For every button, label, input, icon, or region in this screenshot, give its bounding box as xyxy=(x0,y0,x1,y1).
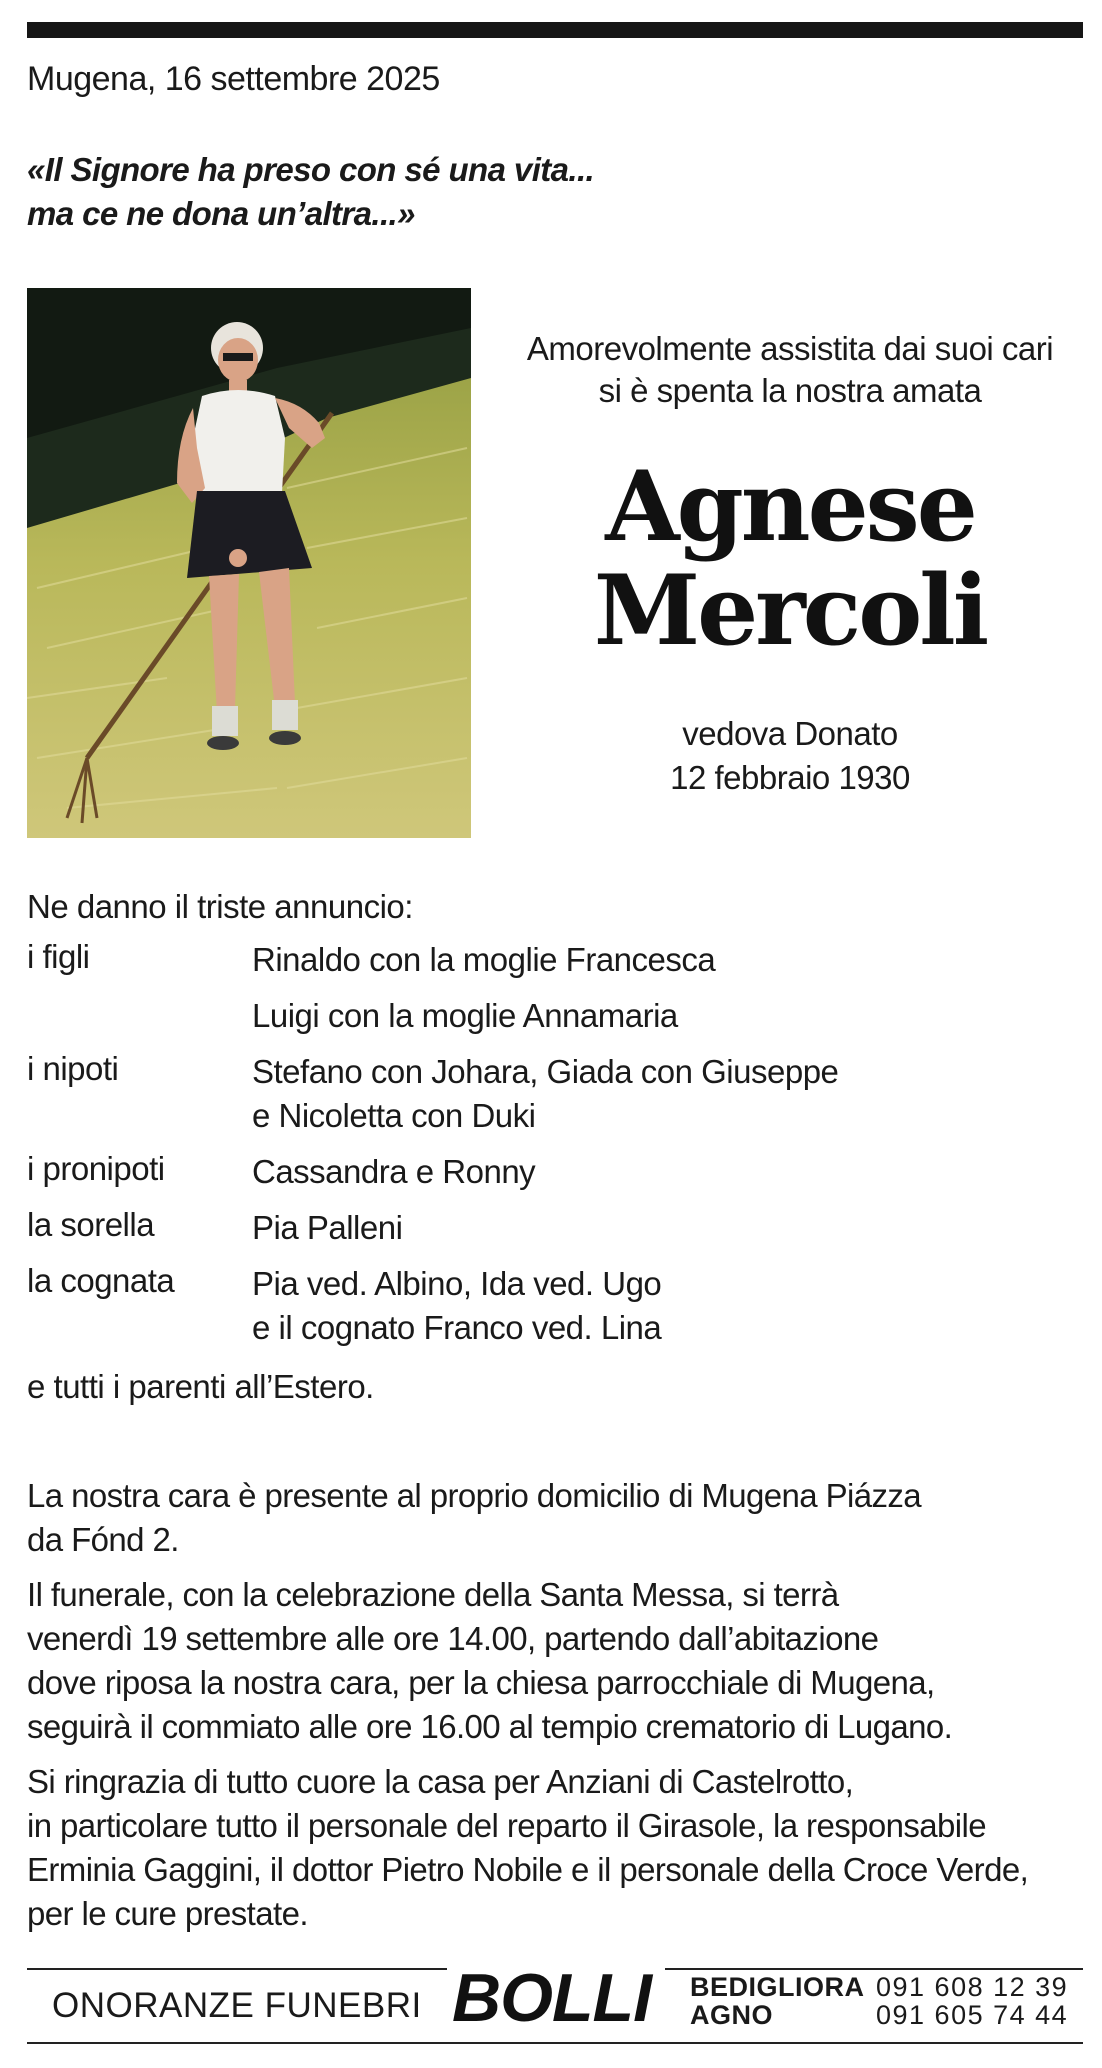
intro-line-1: Amorevolmente assistita dai suoi cari xyxy=(526,330,1054,367)
deceased-last-name: Mercoli xyxy=(593,554,987,667)
widow-of: vedova Donato xyxy=(682,715,898,752)
thanks-paragraph xyxy=(27,1760,1087,1936)
funeral-paragraph xyxy=(27,1573,1087,1749)
family-row xyxy=(27,994,1087,1050)
presence-paragraph xyxy=(27,1474,1087,1562)
portrait-photo-image xyxy=(27,288,471,838)
funeral-home-phones xyxy=(876,1973,1068,2029)
funeral-line: dove riposa la nostra cara, per la chiesa parrocchiale di Mugena, xyxy=(27,1664,935,1701)
phone-number: 091 608 12 39 xyxy=(876,1972,1069,2002)
location-name: AGNO xyxy=(690,2000,773,2030)
phone-number: 091 605 74 44 xyxy=(876,2000,1069,2030)
quote-line-2: ma ce ne dona un’altra...» xyxy=(27,195,415,232)
family-row xyxy=(27,938,1087,994)
family-role: la cognata xyxy=(27,1262,175,1299)
top-rule xyxy=(27,22,1083,38)
family-name: Luigi con la moglie Annamaria xyxy=(252,997,678,1034)
family-names xyxy=(252,1150,1087,1194)
family-role: i figli xyxy=(27,938,90,975)
family-name: Pia ved. Albino, Ida ved. Ugo xyxy=(252,1265,662,1302)
family-name: Stefano con Johara, Giada con Giuseppe xyxy=(252,1053,839,1090)
presence-line: La nostra cara è presente al proprio domicilio di Mugena Piázza xyxy=(27,1477,922,1514)
thanks-line: in particolare tutto il personale del reparto il Girasole, la responsabile xyxy=(27,1807,986,1844)
quote-line-1: «Il Signore ha preso con sé una vita... xyxy=(27,151,595,188)
funeral-line: Il funerale, con la celebrazione della Santa Messa, si terrà xyxy=(27,1576,839,1613)
location-name: BEDIGLIORA xyxy=(690,1972,865,2002)
family-row xyxy=(27,1050,1087,1150)
family-name: e il cognato Franco ved. Lina xyxy=(252,1309,662,1346)
family-names xyxy=(252,1206,1087,1250)
family-names xyxy=(252,994,1087,1038)
family-row xyxy=(27,1206,1087,1262)
family-list xyxy=(27,938,1087,1362)
thanks-line: per le cure prestate. xyxy=(27,1895,308,1932)
deceased-details xyxy=(495,712,1085,800)
funeral-home-brand: BOLLI xyxy=(452,1960,651,2036)
footer-rule-top-left xyxy=(27,1968,447,1970)
family-row xyxy=(27,1262,1087,1362)
notice-date: Mugena, 16 settembre 2025 xyxy=(27,60,440,98)
deceased-name xyxy=(495,450,1085,667)
footer-rule-top-right xyxy=(665,1968,1083,1970)
other-relatives: e tutti i parenti all’Estero. xyxy=(27,1368,374,1405)
thanks-line: Erminia Gaggini, il dottor Pietro Nobile e il personale della Croce Verde, xyxy=(27,1851,1029,1888)
family-names xyxy=(252,1262,1087,1350)
birth-date: 12 febbraio 1930 xyxy=(670,759,910,796)
family-name: e Nicoletta con Duki xyxy=(252,1097,536,1134)
family-name: Rinaldo con la moglie Francesca xyxy=(252,941,716,978)
intro-line-2: si è spenta la nostra amata xyxy=(598,372,982,409)
footer-rule-bottom xyxy=(27,2042,1083,2044)
family-names xyxy=(252,1050,1087,1138)
announcement-heading: Ne danno il triste annuncio: xyxy=(27,888,413,925)
family-role: la sorella xyxy=(27,1206,155,1243)
funeral-line: venerdì 19 settembre alle ore 14.00, partendo dall’abitazione xyxy=(27,1620,879,1657)
portrait-photo xyxy=(27,288,471,838)
family-name: Cassandra e Ronny xyxy=(252,1153,536,1190)
deceased-first-name: Agnese xyxy=(605,450,975,563)
family-role: i pronipoti xyxy=(27,1150,165,1187)
family-row xyxy=(27,1150,1087,1206)
funeral-line: seguirà il commiato alle ore 16.00 al tempio crematorio di Lugano. xyxy=(27,1708,953,1745)
intro-text xyxy=(495,328,1085,412)
funeral-home-label: ONORANZE FUNEBRI xyxy=(52,1986,422,2025)
family-name: Pia Palleni xyxy=(252,1209,403,1246)
family-role: i nipoti xyxy=(27,1050,119,1087)
family-names xyxy=(252,938,1087,982)
epigraph-quote xyxy=(27,148,594,236)
thanks-line: Si ringrazia di tutto cuore la casa per Anziani di Castelrotto, xyxy=(27,1763,854,1800)
presence-line: da Fónd 2. xyxy=(27,1521,179,1558)
funeral-home-locations xyxy=(690,1973,865,2029)
